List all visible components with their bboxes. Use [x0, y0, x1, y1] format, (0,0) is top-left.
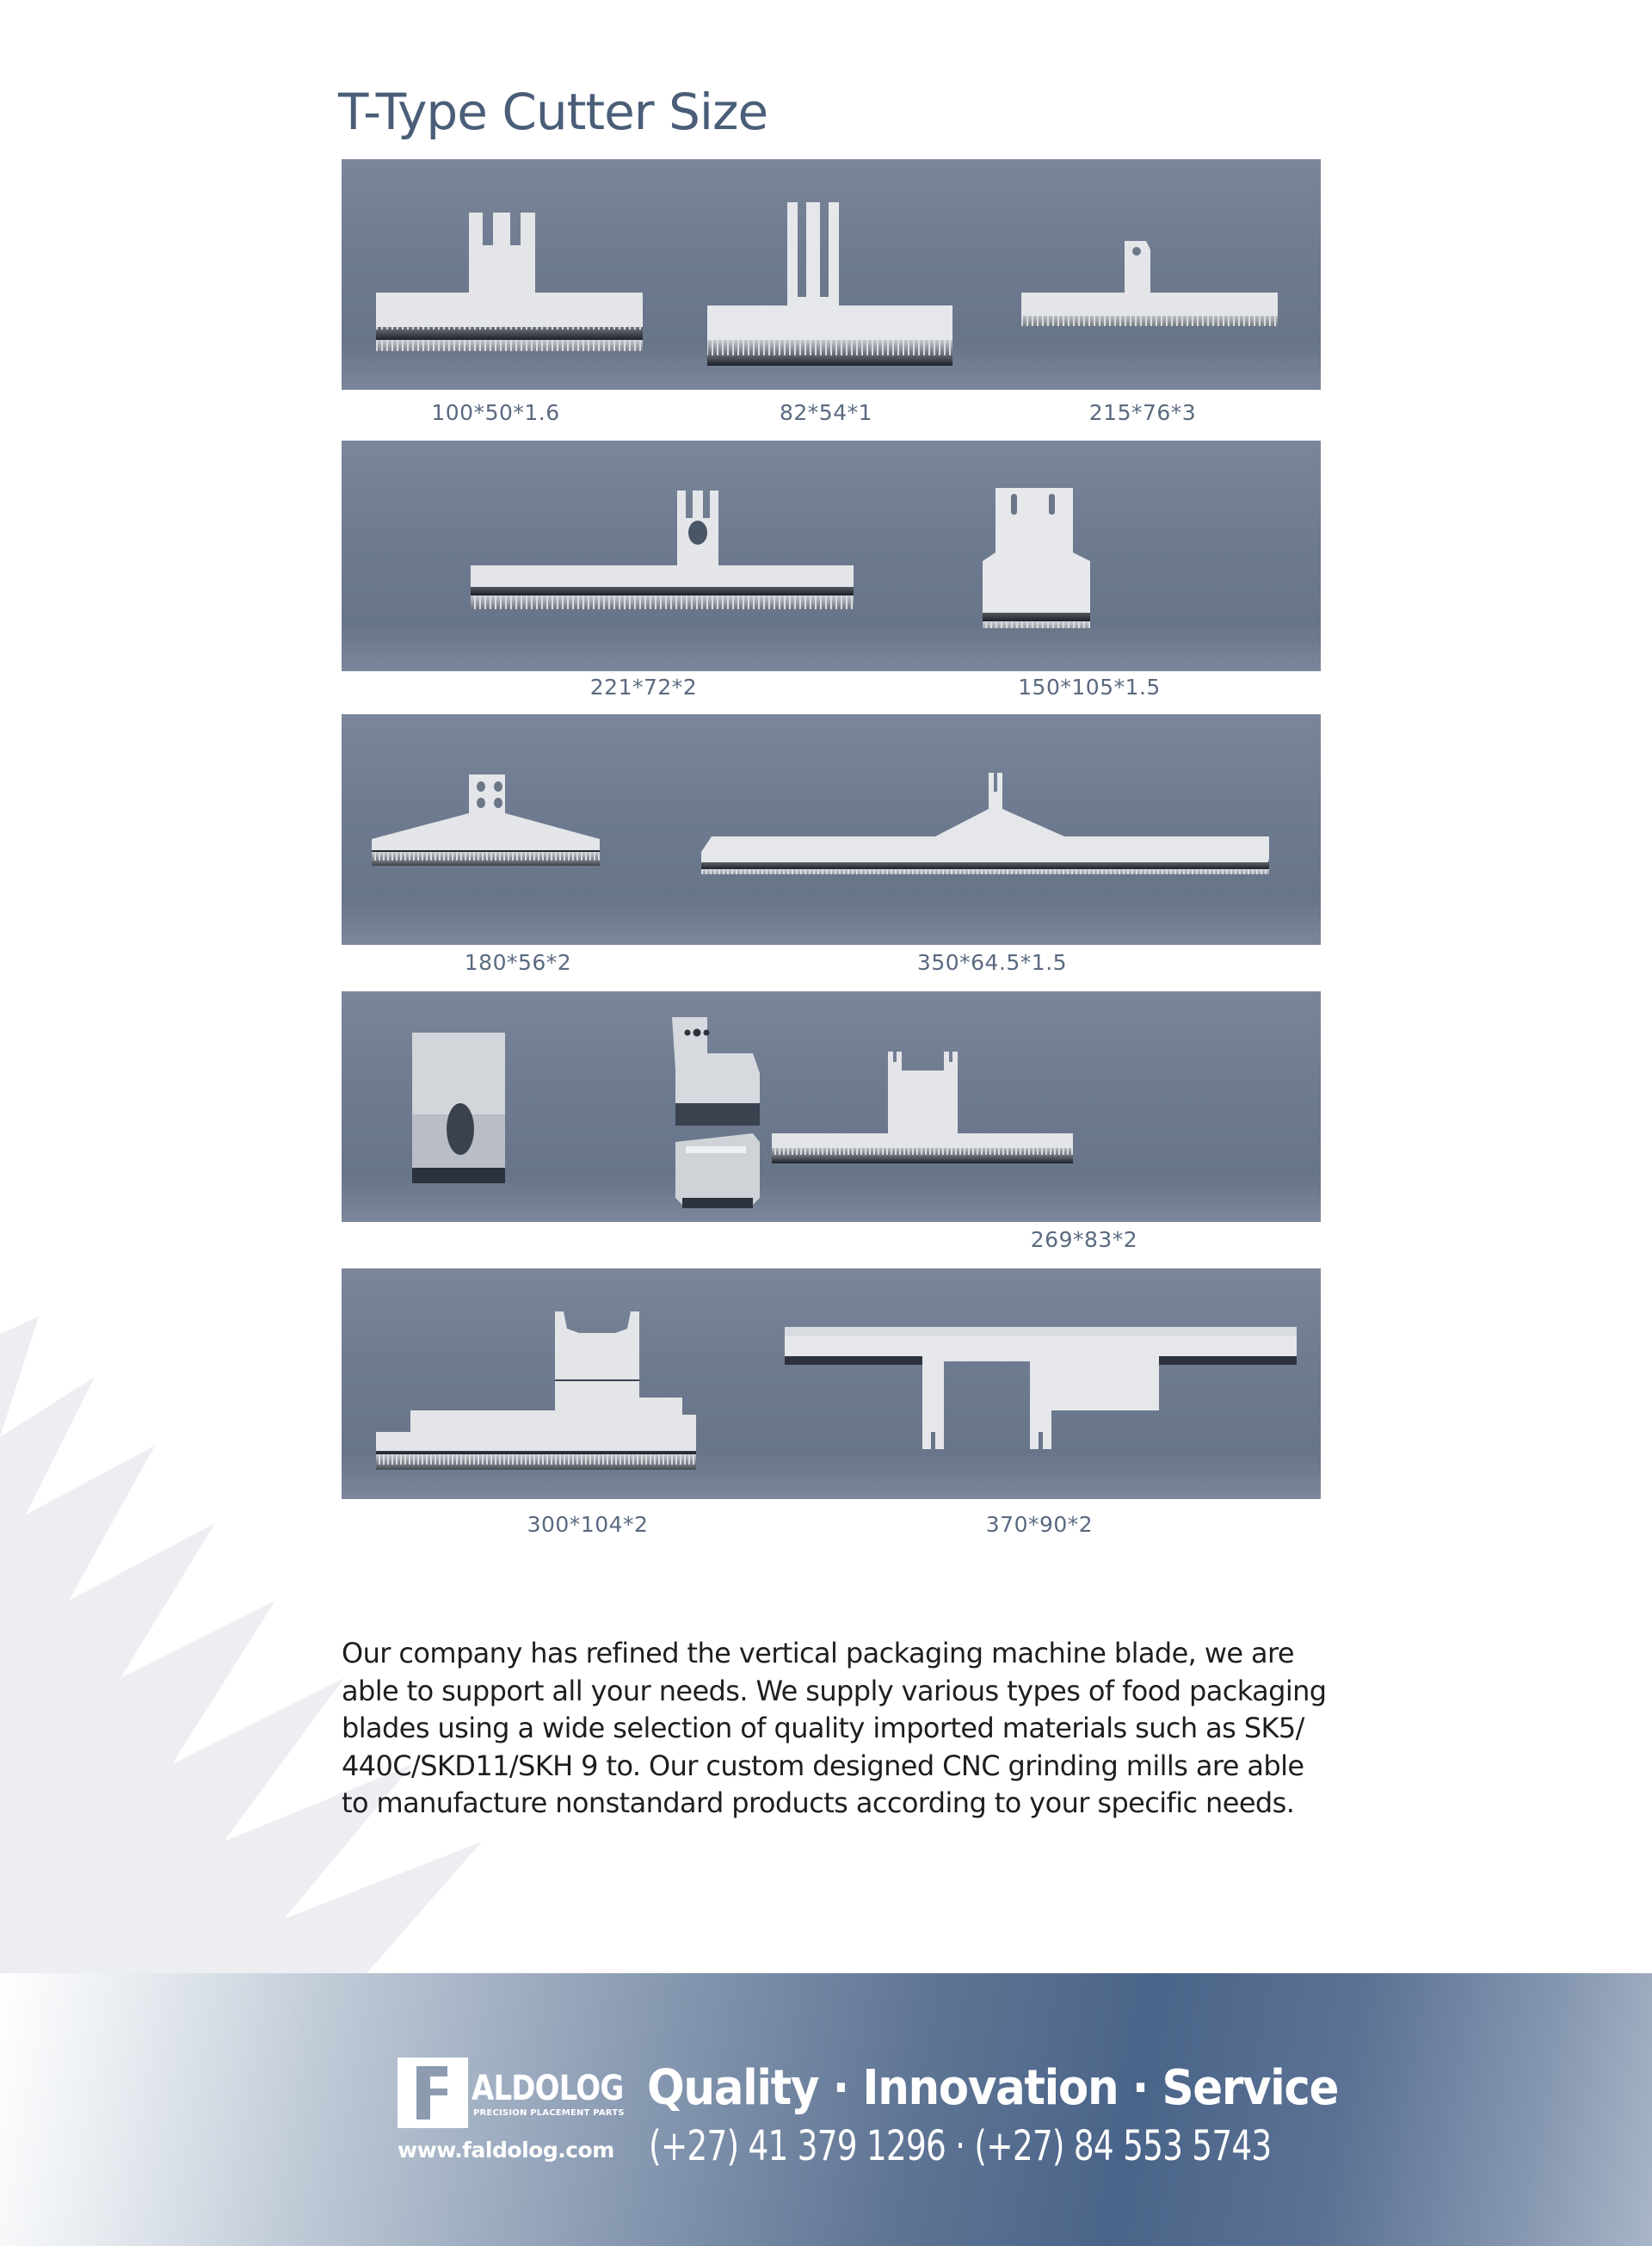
product-image-panel-2	[342, 441, 1321, 671]
size-caption: 215*76*3	[1088, 400, 1197, 425]
size-caption: 300*104*2	[527, 1512, 649, 1537]
product-image-panel-3	[342, 714, 1321, 945]
product-image-panel-5	[342, 1268, 1321, 1499]
tagline: Quality · Innovation · Service	[647, 2060, 1339, 2116]
description-line: able to support all your needs. We supply various types of food packaging	[342, 1674, 1327, 1707]
company-description	[342, 1635, 1331, 1823]
phone-numbers: (+27) 41 379 1296 · (+27) 84 553 5743	[649, 2122, 1272, 2170]
size-caption: 350*64.5*1.5	[916, 950, 1068, 975]
product-image-panel-4	[342, 991, 1321, 1222]
size-caption: 221*72*2	[589, 675, 698, 700]
description-line: blades using a wide selection of quality imported materials such as SK5/	[342, 1712, 1304, 1744]
size-caption: 150*105*1.5	[1018, 675, 1161, 700]
faldolog-logo-icon	[398, 2058, 468, 2128]
size-caption: 269*83*2	[1030, 1227, 1138, 1252]
size-caption: 82*54*1	[779, 400, 873, 425]
description-line: 440C/SKD11/SKH 9 to. Our custom designed CNC grinding mills are able	[342, 1749, 1304, 1782]
product-image-panel-1	[342, 159, 1321, 390]
description-line: Our company has refined the vertical packaging machine blade, we are	[342, 1637, 1294, 1669]
size-caption: 180*56*2	[464, 950, 572, 975]
description-line: to manufacture nonstandard products according to your specific needs.	[342, 1786, 1295, 1819]
size-caption: 370*90*2	[985, 1512, 1094, 1537]
website-link[interactable]: www.faldolog.com	[398, 2138, 614, 2163]
size-caption: 100*50*1.6	[431, 400, 560, 425]
brand-name: ALDOLOG	[472, 2069, 624, 2108]
blade-image-100x50	[376, 213, 643, 351]
page-title: T-Type Cutter Size	[338, 83, 768, 141]
brand-subtitle: PRECISION PLACEMENT PARTS	[473, 2108, 625, 2118]
